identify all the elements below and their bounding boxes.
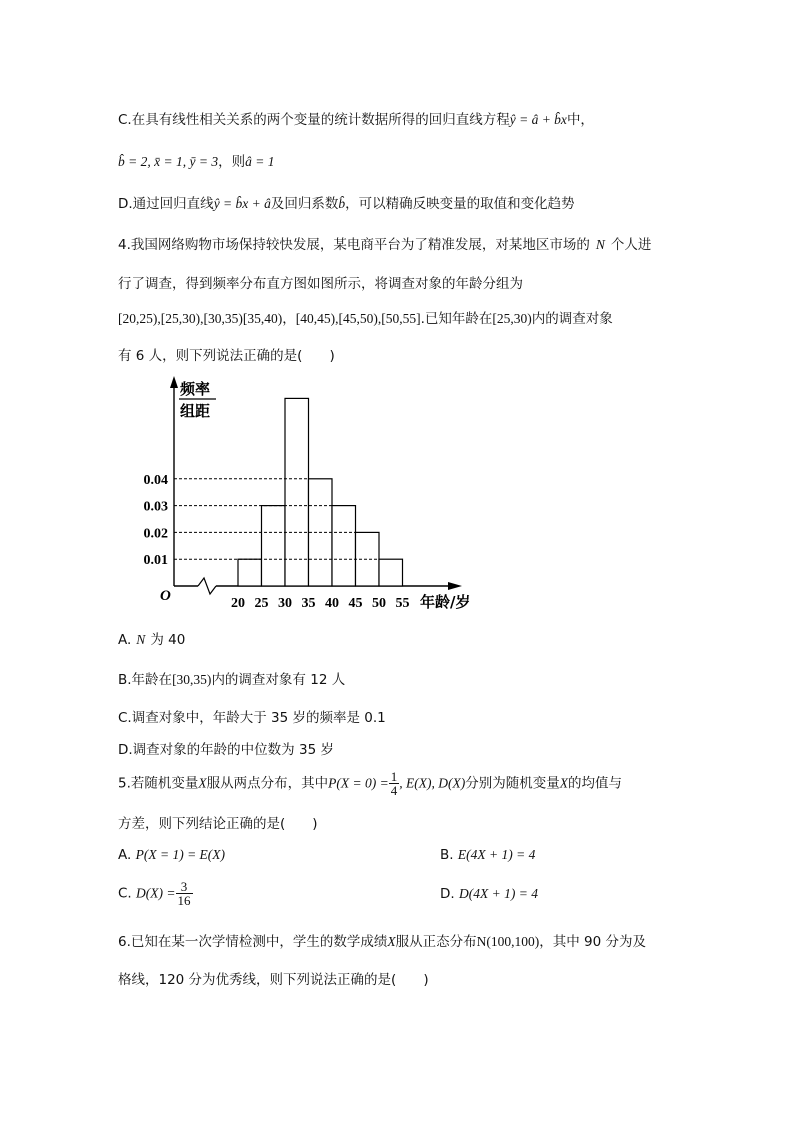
q6-stem-line1 xyxy=(118,930,646,950)
q4-stem-line4 xyxy=(118,344,335,364)
q3-option-d xyxy=(118,192,575,212)
q4-option-d-text: D.调查对象的年龄的中位数为 35 岁 xyxy=(118,742,334,758)
q5-option-d xyxy=(440,886,538,902)
q4-option-d xyxy=(118,738,334,758)
q5-text4: 的均值与 xyxy=(567,775,622,792)
q5-fraction-one-quarter xyxy=(389,770,400,797)
q5-text1: 5.若随机变量 xyxy=(118,775,199,792)
q3-option-c-text: C.在具有线性相关关系的两个变量的统计数据所得的回归直线方程 xyxy=(118,112,510,128)
y-tick-label: 0.03 xyxy=(143,499,168,515)
q3-regression-equation: ŷ = â + b̂x xyxy=(509,112,567,127)
histogram-bar xyxy=(332,506,356,586)
q5-ex-dx: , E(X), D(X) xyxy=(399,775,466,791)
y-tick-label: 0.01 xyxy=(143,553,168,569)
x-axis-arrow xyxy=(448,582,462,590)
q5-fraction-three-sixteenths xyxy=(176,880,193,907)
q5-option-a-eq: P(X = 1) = E(X) xyxy=(135,847,226,862)
q3-given-values: b̂ = 2, x̄ = 1, ȳ = 3 xyxy=(118,154,219,169)
q5-option-c xyxy=(118,880,193,907)
q3-option-d-text: D.通过回归直线 xyxy=(118,196,214,212)
x-tick-label: 35 xyxy=(301,596,316,611)
q4-var-n: N xyxy=(595,237,605,252)
q5-frac2-den: 16 xyxy=(177,893,191,908)
q3-option-c-text-end: 中， xyxy=(566,112,594,128)
q5-frac-num: 1 xyxy=(390,769,398,784)
q5-option-d-eq: D(4X + 1) = 4 xyxy=(458,886,538,901)
q5-option-d-label: D. xyxy=(440,886,455,902)
q5-var-x2: X xyxy=(559,775,568,791)
q4-option-c xyxy=(118,706,386,726)
x-tick-label: 40 xyxy=(325,596,339,611)
q4-option-b xyxy=(118,668,345,688)
q3-option-c-line1 xyxy=(118,108,594,128)
q6-text4: 格线，120 分为优秀线，则下列说法正确的是( ) xyxy=(118,972,429,988)
q5-option-a xyxy=(118,847,225,863)
q4-option-b-text: 内的调查对象有 12 人 xyxy=(211,672,346,688)
x-tick-label: 25 xyxy=(254,596,269,611)
q4-option-a-label: A. xyxy=(118,632,132,648)
q4-stem-text3c: 内的调查对象 xyxy=(531,311,613,327)
q5-option-c-label: C. xyxy=(118,885,132,902)
q4-option-b-interval: [30,35) xyxy=(172,672,212,687)
q5-option-b-label: B. xyxy=(440,847,454,863)
q3-option-d-text3: ，可以精确反映变量的取值和变化趋势 xyxy=(345,196,575,212)
y-tick-label: 0.04 xyxy=(143,472,168,488)
q6-var-x: X xyxy=(387,934,396,949)
q4-age-intervals: [20,25),[25,30),[30,35)[35,40)，[40,45),[45,50),[50,55] xyxy=(118,311,421,326)
x-tick-label: 55 xyxy=(395,596,410,611)
q6-text1: 6.已知在某一次学情检测中，学生的数学成绩 xyxy=(118,934,388,950)
q5-text3: 分别为随机变量 xyxy=(465,775,560,792)
y-tick-label: 0.02 xyxy=(143,526,168,542)
q3-then-text: ，则 xyxy=(218,154,246,170)
q5-option-b xyxy=(440,847,535,863)
q4-stem-line2 xyxy=(118,272,523,292)
histogram-bar xyxy=(285,398,309,586)
q4-stem-text2: 行了调查，得到频率分布直方图如图所示，将调查对象的年龄分组为 xyxy=(118,276,523,292)
q6-text3: ，其中 90 分为及 xyxy=(539,934,647,950)
q4-interval-25-30: [25,30) xyxy=(492,311,532,326)
q4-stem-text4: 有 6 人，则下列说法正确的是( ) xyxy=(118,348,335,364)
q3-option-d-text2: 及回归系数 xyxy=(270,196,339,212)
q4-option-c-text: C.调查对象中，年龄大于 35 岁的频率是 0.1 xyxy=(118,710,386,726)
histogram-bar xyxy=(379,559,403,586)
q5-stem-line2 xyxy=(118,812,318,832)
q4-option-a-var: N xyxy=(136,632,146,647)
q5-var-x: X xyxy=(198,775,207,791)
x-tick-label: 30 xyxy=(278,596,292,611)
q3-option-c-line2 xyxy=(118,150,274,170)
x-tick-label: 45 xyxy=(348,596,363,611)
x-tick-label: 20 xyxy=(231,596,245,611)
q6-stem-line2 xyxy=(118,968,429,988)
q4-option-b-label: B.年龄在 xyxy=(118,672,173,688)
x-axis-break xyxy=(198,578,216,594)
q6-text2: 服从正态分布 xyxy=(395,934,477,950)
q4-stem-text1: 4.我国网络购物市场保持较快发展，某电商平台为了精准发展，对某地区市场的 xyxy=(118,237,590,253)
y-axis-label-bottom: 组距 xyxy=(180,402,211,420)
x-tick-label: 50 xyxy=(372,596,386,611)
frequency-histogram xyxy=(118,372,488,622)
q5-frac2-num: 3 xyxy=(176,880,193,894)
q4-stem-text1b: 个人进 xyxy=(610,237,652,253)
q5-text5: 方差，则下列结论正确的是( ) xyxy=(118,816,318,832)
q4-stem-line1 xyxy=(118,233,651,253)
q5-option-c-eq: D(X) = xyxy=(136,885,176,901)
q3-option-d-coef: b̂ xyxy=(338,196,346,211)
q4-option-a-text: 为 40 xyxy=(150,632,186,648)
q5-frac-den: 4 xyxy=(390,783,398,798)
q5-option-a-label: A. xyxy=(118,847,132,863)
y-axis-label-top: 频率 xyxy=(180,380,211,398)
q5-text2: 服从两点分布，其中 xyxy=(206,775,329,792)
y-axis-arrow xyxy=(170,376,178,388)
q6-normal-dist: N(100,100) xyxy=(476,934,540,949)
q5-stem-line1 xyxy=(118,770,622,797)
q5-prob-lhs: P(X = 0) = xyxy=(328,775,389,791)
q4-stem-line3 xyxy=(118,307,613,327)
q4-stem-text3: .已知年龄在 xyxy=(420,311,493,327)
q3-intercept-value: â = 1 xyxy=(245,154,275,169)
x-axis-label: 年龄/岁 xyxy=(420,593,471,611)
histogram-bar xyxy=(262,506,286,586)
q5-option-b-eq: E(4X + 1) = 4 xyxy=(457,847,536,862)
origin-label: O xyxy=(160,588,171,604)
q3-option-d-equation: ŷ = b̂x + â xyxy=(213,196,271,211)
histogram-bar xyxy=(238,559,262,586)
q4-option-a xyxy=(118,628,185,648)
